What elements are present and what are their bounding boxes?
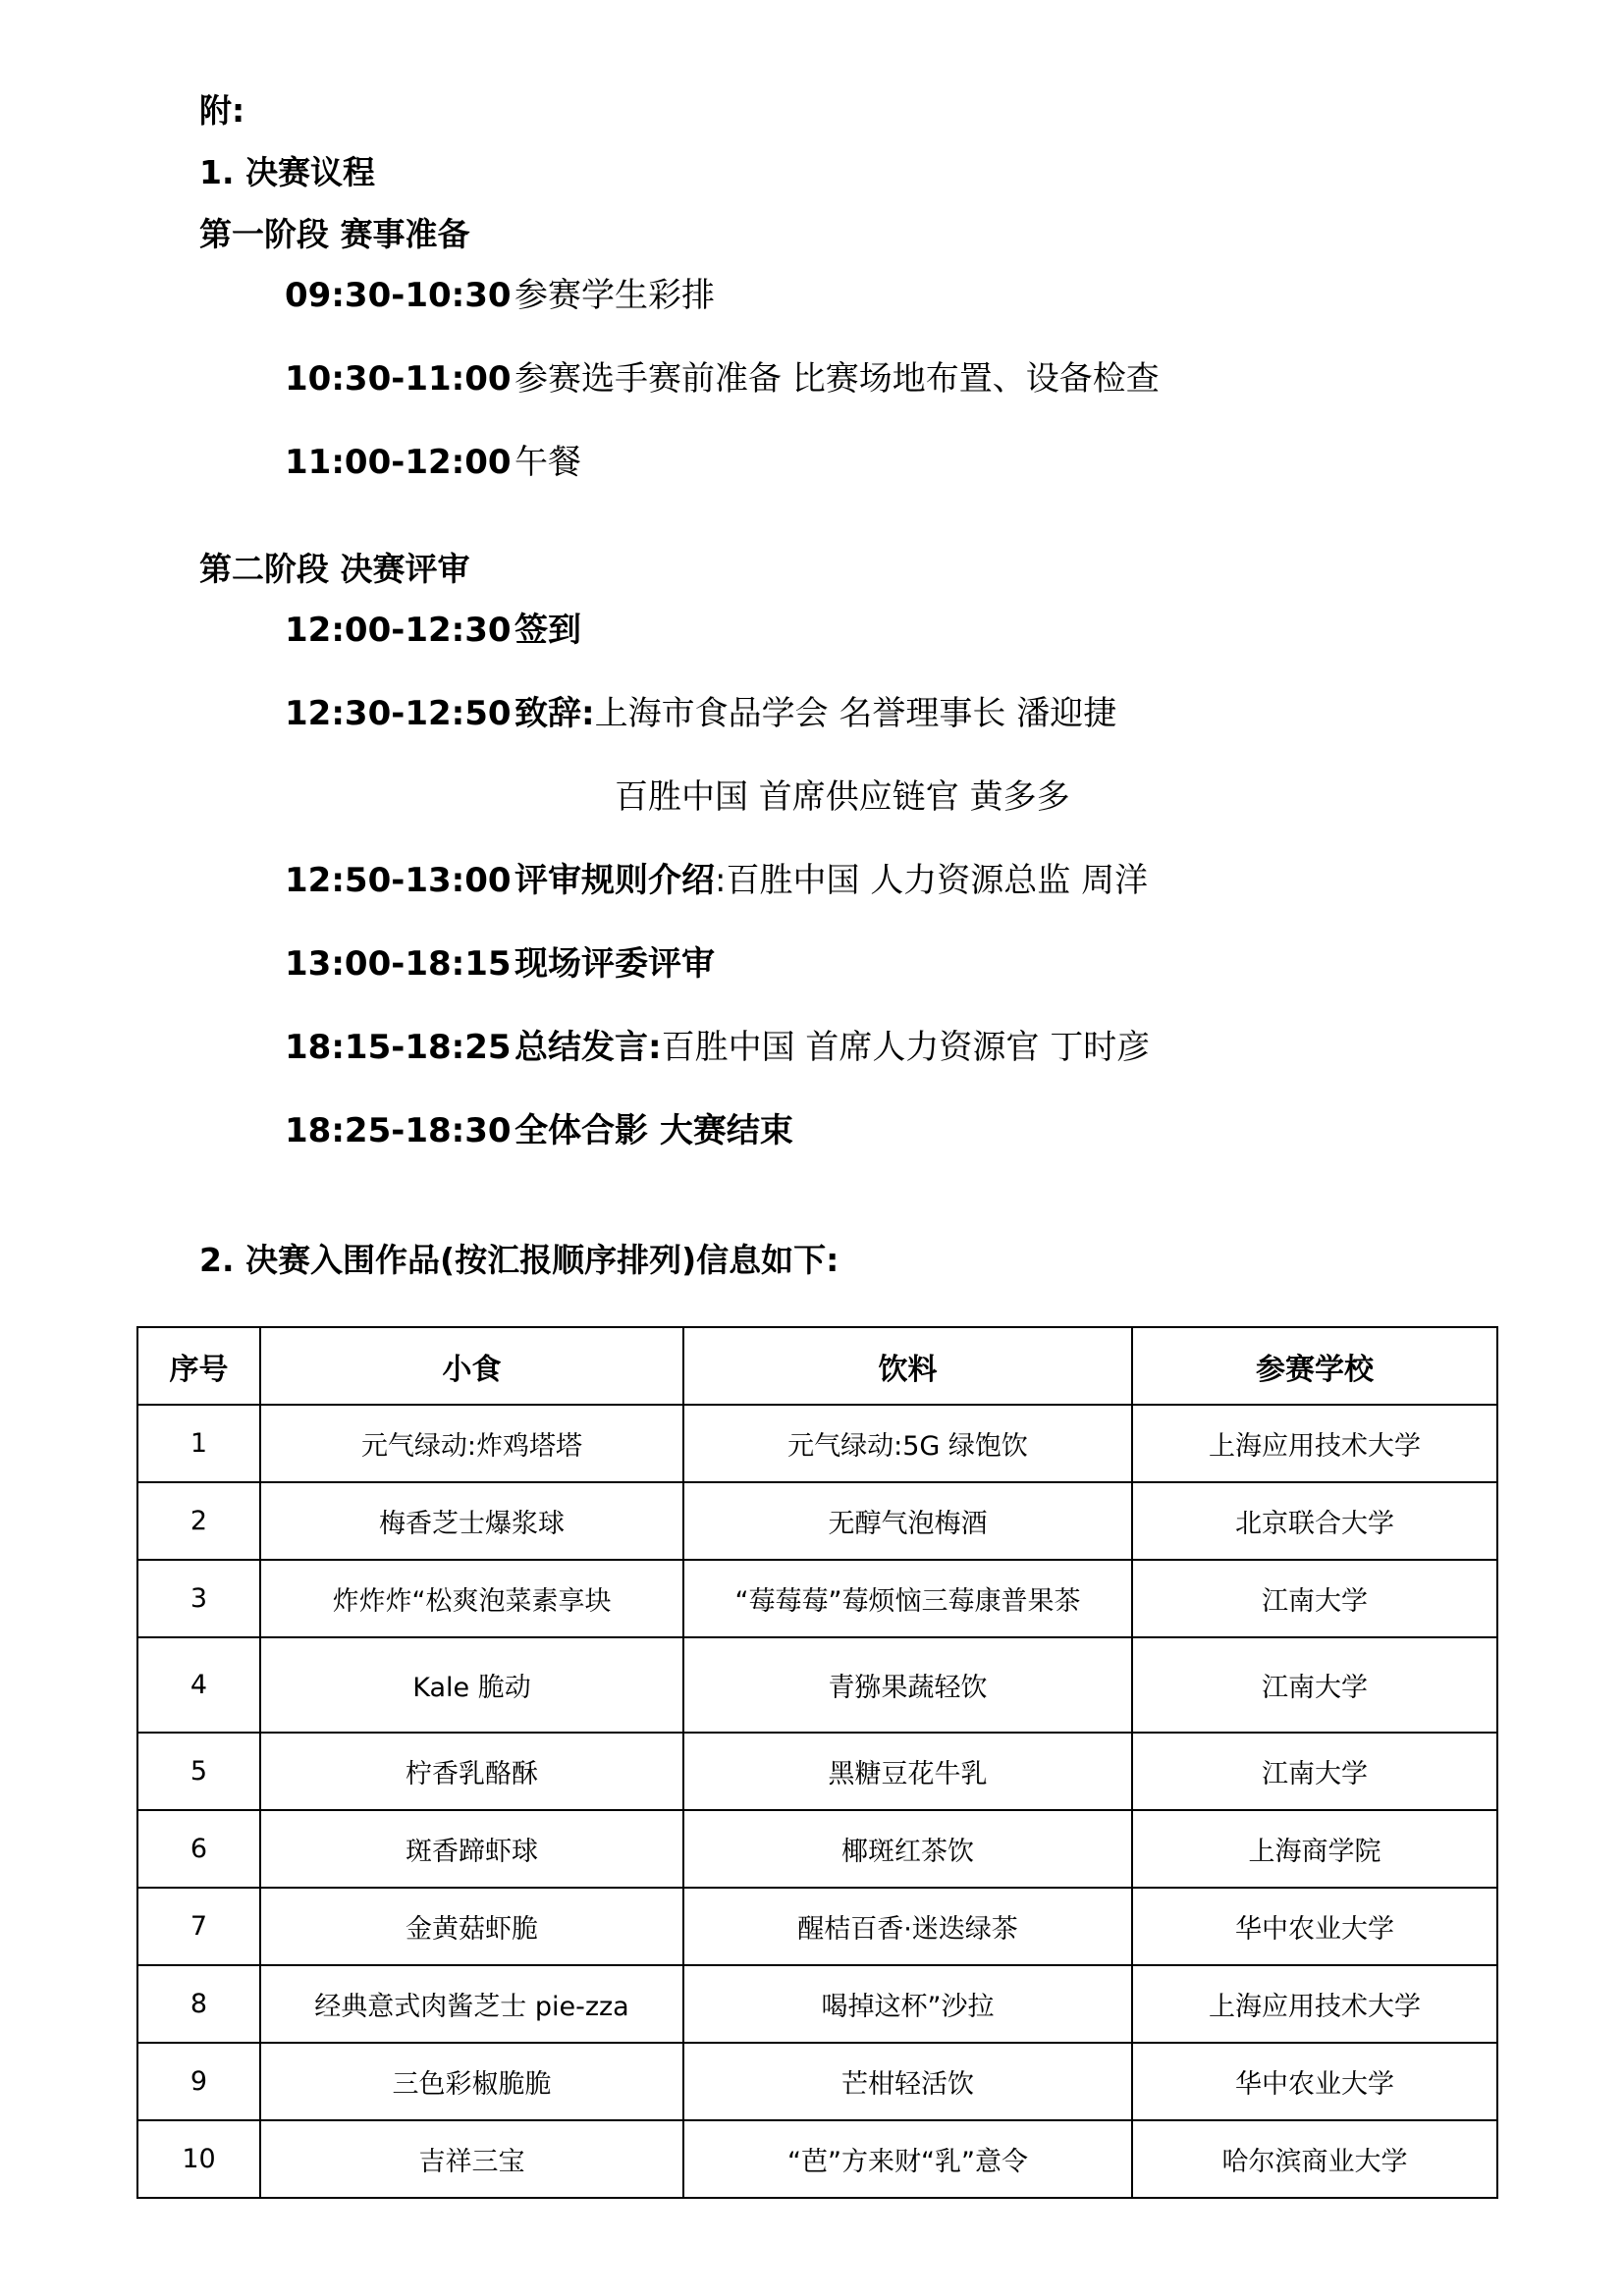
section2-title: 2. 决赛入围作品(按汇报顺序排列)信息如下: <box>199 1241 839 1279</box>
cell-drink: 青猕果蔬轻饮 <box>683 1637 1132 1733</box>
agenda-bold-text: 现场评委评审 <box>514 944 715 984</box>
agenda-time: 09:30-10:30 <box>285 276 512 315</box>
agenda-text: 上海市食品学会 名誉理事长 潘迎捷 <box>594 694 1117 733</box>
cell-drink: 喝掉这杯”沙拉 <box>683 1965 1132 2043</box>
agenda-bold-text: 评审规则介绍 <box>514 861 715 900</box>
table-row <box>137 2043 1497 2120</box>
cell-school: 上海商学院 <box>1132 1810 1497 1888</box>
agenda-time: 18:25-18:30 <box>285 1111 512 1150</box>
cell-drink: “芭”方来财“乳”意令 <box>683 2120 1132 2198</box>
cell-school: 江南大学 <box>1132 1733 1497 1810</box>
cell-drink: “莓莓莓”莓烦恼三莓康普果茶 <box>683 1560 1132 1637</box>
stage1-title: 第一阶段 赛事准备 <box>199 215 470 253</box>
agenda-time: 12:50-13:00 <box>285 861 512 900</box>
agenda-bold-text: 致辞: <box>514 694 595 733</box>
agenda-line <box>514 1028 1151 1067</box>
cell-snack: 金黄菇虾脆 <box>260 1888 683 1965</box>
col-header-no: 序号 <box>137 1327 260 1405</box>
cell-school: 华中农业大学 <box>1132 1888 1497 1965</box>
cell-school: 北京联合大学 <box>1132 1482 1497 1560</box>
agenda-time: 12:00-12:30 <box>285 611 512 650</box>
agenda-time: 10:30-11:00 <box>285 359 512 399</box>
agenda-time: 18:15-18:25 <box>285 1028 512 1067</box>
table-row <box>137 1405 1497 1482</box>
col-header-snack: 小食 <box>260 1327 683 1405</box>
agenda-text: 参赛选手赛前准备 比赛场地布置、设备检查 <box>514 359 1160 399</box>
table-row <box>137 1733 1497 1810</box>
agenda-text: :百胜中国 人力资源总监 周洋 <box>715 861 1149 900</box>
cell-no: 3 <box>137 1560 260 1637</box>
agenda-text: 参赛学生彩排 <box>514 276 715 315</box>
col-header-drink: 饮料 <box>683 1327 1132 1405</box>
agenda-time: 11:00-12:00 <box>285 443 512 482</box>
agenda-bold-text: 总结发言: <box>514 1028 662 1067</box>
table-row <box>137 1810 1497 1888</box>
table-row <box>137 2120 1497 2198</box>
table-row <box>137 1965 1497 2043</box>
cell-no: 9 <box>137 2043 260 2120</box>
agenda-text: 百胜中国 首席供应链官 黄多多 <box>615 777 1070 817</box>
cell-no: 10 <box>137 2120 260 2198</box>
finalist-works-table <box>136 1326 1498 2199</box>
cell-no: 2 <box>137 1482 260 1560</box>
col-header-school: 参赛学校 <box>1132 1327 1497 1405</box>
agenda-line <box>514 861 1149 900</box>
cell-school: 上海应用技术大学 <box>1132 1965 1497 2043</box>
cell-school: 哈尔滨商业大学 <box>1132 2120 1497 2198</box>
cell-school: 江南大学 <box>1132 1560 1497 1637</box>
agenda-text: 百胜中国 首席人力资源官 丁时彦 <box>661 1028 1151 1067</box>
section1-title: 1. 决赛议程 <box>199 153 375 191</box>
table-row <box>137 1560 1497 1637</box>
cell-no: 6 <box>137 1810 260 1888</box>
cell-drink: 醒桔百香·迷迭绿茶 <box>683 1888 1132 1965</box>
cell-snack: Kale 脆动 <box>260 1637 683 1733</box>
cell-snack: 炸炸炸“松爽泡菜素享块 <box>260 1560 683 1637</box>
cell-school: 华中农业大学 <box>1132 2043 1497 2120</box>
cell-drink: 芒柑轻活饮 <box>683 2043 1132 2120</box>
cell-school: 江南大学 <box>1132 1637 1497 1733</box>
cell-no: 8 <box>137 1965 260 2043</box>
cell-snack: 斑香蹄虾球 <box>260 1810 683 1888</box>
stage2-title: 第二阶段 决赛评审 <box>199 550 470 588</box>
cell-drink: 椰斑红茶饮 <box>683 1810 1132 1888</box>
cell-snack: 柠香乳酪酥 <box>260 1733 683 1810</box>
cell-drink: 黑糖豆花牛乳 <box>683 1733 1132 1810</box>
table-row <box>137 1888 1497 1965</box>
table-row <box>137 1482 1497 1560</box>
cell-snack: 经典意式肉酱芝士 pie-zza <box>260 1965 683 2043</box>
cell-snack: 元气绿动:炸鸡塔塔 <box>260 1405 683 1482</box>
cell-snack: 梅香芝士爆浆球 <box>260 1482 683 1560</box>
cell-school: 上海应用技术大学 <box>1132 1405 1497 1482</box>
annex-label: 附: <box>199 91 245 130</box>
cell-snack: 吉祥三宝 <box>260 2120 683 2198</box>
cell-drink: 元气绿动:5G 绿饱饮 <box>683 1405 1132 1482</box>
table-header-row <box>137 1327 1497 1405</box>
agenda-line <box>514 694 1117 733</box>
cell-no: 5 <box>137 1733 260 1810</box>
agenda-bold-text: 签到 <box>514 611 581 650</box>
agenda-bold-text: 全体合影 大赛结束 <box>514 1111 793 1150</box>
cell-snack: 三色彩椒脆脆 <box>260 2043 683 2120</box>
cell-drink: 无醇气泡梅酒 <box>683 1482 1132 1560</box>
agenda-time: 12:30-12:50 <box>285 694 512 733</box>
cell-no: 4 <box>137 1637 260 1733</box>
agenda-text: 午餐 <box>514 443 581 482</box>
agenda-time: 13:00-18:15 <box>285 944 512 984</box>
table-row <box>137 1637 1497 1733</box>
cell-no: 7 <box>137 1888 260 1965</box>
cell-no: 1 <box>137 1405 260 1482</box>
